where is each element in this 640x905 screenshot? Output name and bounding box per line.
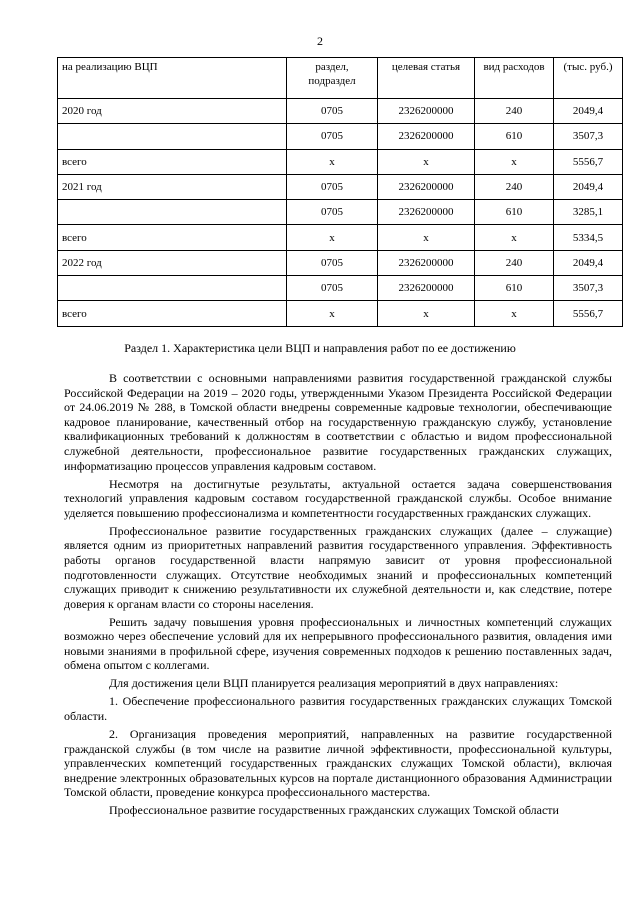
table-cell: 2326200000: [378, 200, 475, 225]
table-cell: 2049,4: [554, 99, 623, 124]
table-cell: 240: [475, 174, 554, 199]
table-cell: 610: [475, 124, 554, 149]
body-text: [64, 371, 612, 821]
table-cell: х: [287, 225, 378, 250]
table-cell: 2049,4: [554, 250, 623, 275]
column-header: (тыс. руб.): [554, 58, 623, 99]
table-row: [58, 200, 623, 225]
paragraph: 1. Обеспечение профессионального развития государственных гражданских служащих Томской области.: [64, 694, 612, 724]
paragraph: 2. Организация проведения мероприятий, направленных на развитие государственной гражданской службы (в том числе на развитие личной эффективности, профессиональной культуры, управленческих компетенций государственных гражданских служащих Томской области), включая внедрение электронных образовательных курсов на портале дистанционного образования Администрации Томской области, проведение конкурса профессионального мастерства.: [64, 727, 612, 800]
column-header: на реализацию ВЦП: [58, 58, 287, 99]
table-cell: 3507,3: [554, 276, 623, 301]
table-cell: 610: [475, 276, 554, 301]
table-cell: х: [378, 225, 475, 250]
table-cell: х: [287, 149, 378, 174]
table-cell: 240: [475, 99, 554, 124]
table-row: [58, 276, 623, 301]
table-cell: 0705: [287, 99, 378, 124]
table-cell: 2326200000: [378, 124, 475, 149]
page-number: 2: [317, 34, 323, 48]
table-cell: 2326200000: [378, 99, 475, 124]
column-header: вид расходов: [475, 58, 554, 99]
paragraph: Профессиональное развитие государственных гражданских служащих Томской области: [109, 803, 559, 818]
table-cell: 5556,7: [554, 149, 623, 174]
table-cell: 0705: [287, 250, 378, 275]
table-cell: х: [287, 301, 378, 326]
table-cell: 0705: [287, 200, 378, 225]
table-cell: 3507,3: [554, 124, 623, 149]
table-cell: 5556,7: [554, 301, 623, 326]
paragraph: В соответствии с основными направлениями развития государственной гражданской службы Российской Федерации на 2019 – 2020 годы, утвержденными Указом Президента Российской Федерации от 24.06.2019 № 288, в Томской области внедрены современные кадровые технологии, обеспечивающие кадровое планирование, качественный отбор на государственную гражданскую службу, установление квалификационных требований к должностям в соответствии с областью и видом профессиональной служебной деятельности, профессиональное развитие государственных гражданских служащих, информатизацию процессов управления кадровым составом.: [64, 371, 612, 473]
table-cell: 2020 год: [58, 99, 287, 124]
table-cell: х: [378, 149, 475, 174]
table-row: [58, 149, 623, 174]
table-row: [58, 250, 623, 275]
paragraph: Профессиональное развитие государственных гражданских служащих (далее – служащие) является одним из приоритетных направлений развития государственного управления. Эффективность работы органов государственной власти напрямую зависит от уровня профессиональной подготовленности служащих. Отсутствие необходимых знаний и профессиональных компетенций служащих приводит к снижению результативности их служебной деятельности и, как следствие, потере доверия к органам власти со стороны населения.: [64, 523, 612, 611]
paragraph: Для достижения цели ВЦП планируется реализация мероприятий в двух направлениях:: [109, 676, 559, 691]
table-cell: 240: [475, 250, 554, 275]
table-cell: 0705: [287, 276, 378, 301]
table-cell: х: [475, 149, 554, 174]
paragraph: Несмотря на достигнутые результаты, актуальной остается задача совершенствования технологий управления кадровым составом государственной гражданской службы. Особое внимание уделяется повышению профессионализма и компетентности государственных гражданских служащих.: [64, 476, 612, 520]
table-cell: х: [378, 301, 475, 326]
table-cell: 610: [475, 200, 554, 225]
budget-table: [57, 57, 623, 327]
paragraph: Решить задачу повышения уровня профессиональных и личностных компетенций служащих возможно через обеспечение условий для их непрерывного профессионального развития, овладения ими новыми знаниями в профильной сфере, изучения современных подходов к решению поставленных задач, обмена опытом с коллегами.: [64, 614, 612, 673]
table-cell: [58, 124, 287, 149]
table-cell: всего: [58, 149, 287, 174]
table-body: [58, 99, 623, 327]
table-cell: 3285,1: [554, 200, 623, 225]
table-row: [58, 301, 623, 326]
table-header-row: [58, 58, 623, 99]
column-header: раздел, подраздел: [287, 58, 378, 99]
table-row: [58, 225, 623, 250]
table-cell: всего: [58, 225, 287, 250]
table-cell: 2049,4: [554, 174, 623, 199]
table-cell: 0705: [287, 124, 378, 149]
table-cell: х: [475, 301, 554, 326]
table-cell: [58, 276, 287, 301]
table-cell: 2326200000: [378, 250, 475, 275]
column-header: целевая статья: [378, 58, 475, 99]
table-cell: 5334,5: [554, 225, 623, 250]
table-cell: 2326200000: [378, 276, 475, 301]
table-row: [58, 174, 623, 199]
table-row: [58, 99, 623, 124]
table-row: [58, 124, 623, 149]
table-cell: [58, 200, 287, 225]
table-cell: 0705: [287, 174, 378, 199]
table-cell: всего: [58, 301, 287, 326]
table-cell: 2022 год: [58, 250, 287, 275]
table-cell: 2021 год: [58, 174, 287, 199]
table-cell: х: [475, 225, 554, 250]
table-cell: 2326200000: [378, 174, 475, 199]
section-title: Раздел 1. Характеристика цели ВЦП и направления работ по ее достижению: [124, 341, 516, 355]
